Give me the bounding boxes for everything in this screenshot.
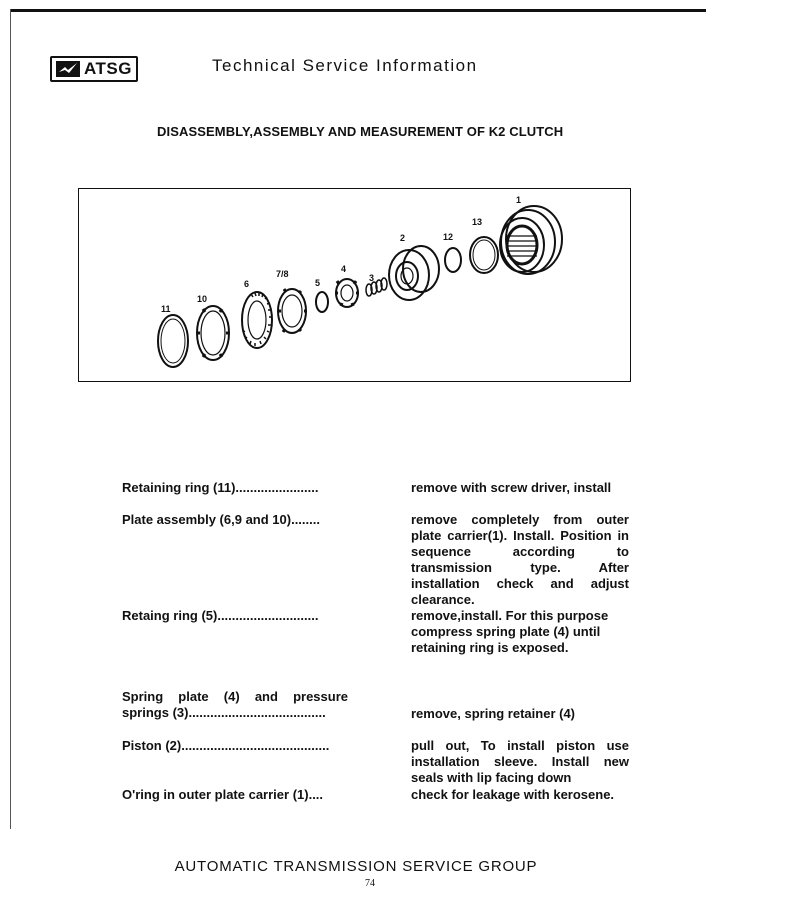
exploded-clutch-diagram <box>78 188 631 382</box>
page-number: 74 <box>365 878 375 889</box>
step-desc-piston: pull out, To install piston use installation sleeve. Install new seals with lip facing down <box>411 738 629 785</box>
callout-6: 6 <box>244 279 250 289</box>
plate-10-part <box>197 306 229 360</box>
callout-7-8: 7/8 <box>276 269 289 279</box>
step-desc-oring: check for leakage with kerosene. <box>411 787 615 802</box>
callout-13: 13 <box>472 217 483 227</box>
callout-12: 12 <box>443 232 454 242</box>
step-desc-plate-assembly: remove completely from outer plate carrier(1). Install. Position in sequence according to transmission type. After installation check and adjust clearance. <box>411 512 629 607</box>
step-desc-retaining-ring-11: remove with screw driver, install <box>411 480 612 495</box>
clutch-parts-drawing <box>79 189 632 383</box>
step-label-spring-plate: Spring plate (4) and pressure springs (3)...................................... <box>122 689 348 720</box>
step-label-retaining-ring-11: Retaining ring (11)....................... <box>122 480 319 495</box>
step-label-oring: O'ring in outer plate carrier (1).... <box>122 787 324 802</box>
step-desc-spring-plate: remove, spring retainer (4) <box>411 706 575 721</box>
outer-plate-carrier-part <box>500 206 562 274</box>
logo-text: ATSG <box>84 59 132 78</box>
ring-13-part <box>470 237 498 273</box>
callout-5: 5 <box>315 278 321 288</box>
piston-part <box>389 246 439 300</box>
header-title: Technical Service Information <box>212 56 478 75</box>
friction-plate-6-part <box>242 292 272 348</box>
retaining-ring-5-part <box>316 292 328 312</box>
top-rule <box>10 9 706 12</box>
step-label-plate-assembly: Plate assembly (6,9 and 10)........ <box>122 512 320 527</box>
callout-4: 4 <box>341 264 347 274</box>
footer-organization: AUTOMATIC TRANSMISSION SERVICE GROUP <box>174 858 538 875</box>
ring-12-part <box>445 248 461 272</box>
callout-3: 3 <box>369 273 375 283</box>
left-margin-rule <box>10 9 11 829</box>
step-label-piston: Piston (2)......................................... <box>122 738 330 753</box>
callout-10: 10 <box>197 294 208 304</box>
step-desc-retaing-ring-5: remove,install. For this purpose compress spring plate (4) until retaining ring is exposed. <box>411 608 609 655</box>
plate-7-8-part <box>278 289 307 333</box>
logo-check-icon <box>56 61 80 77</box>
callout-2: 2 <box>400 233 406 243</box>
retaining-ring-11-part <box>158 315 188 367</box>
step-label-retaing-ring-5: Retaing ring (5)............................ <box>122 608 319 623</box>
spring-plate-part <box>335 279 359 307</box>
document-title: DISASSEMBLY,ASSEMBLY AND MEASUREMENT OF K2 CLUTCH <box>157 124 564 139</box>
callout-1: 1 <box>516 195 522 205</box>
atsg-logo <box>50 56 138 82</box>
callout-11: 11 <box>161 304 171 314</box>
